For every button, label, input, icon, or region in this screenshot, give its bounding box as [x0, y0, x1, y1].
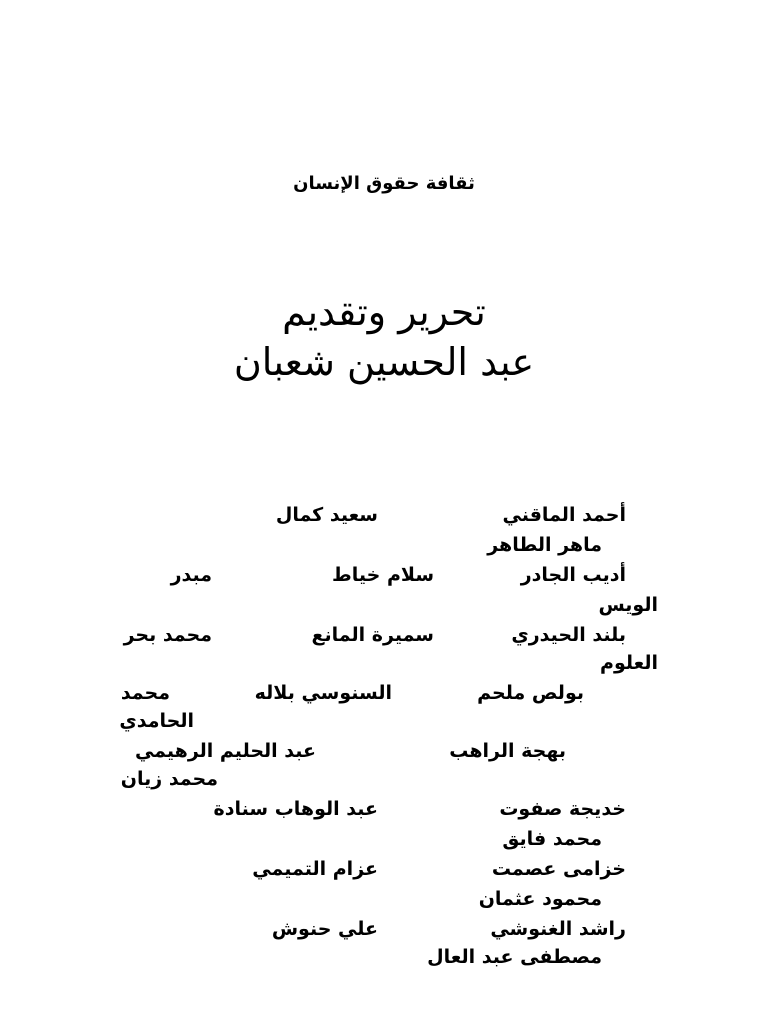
- contributor-name: الويس: [598, 594, 658, 616]
- contributor-name: عبد الحليم الرهيمي: [134, 740, 316, 762]
- contributor-name: سلام خياط: [332, 564, 434, 586]
- contributor-name: محمد فايق: [502, 828, 602, 850]
- contributor-name: راشد الغنوشي: [490, 918, 626, 940]
- editor-role: تحرير وتقديم: [282, 290, 486, 334]
- contributor-name: بهجة الراهب: [449, 740, 566, 762]
- contributor-name: علي حنوش: [271, 918, 378, 940]
- contributor-name: سعيد كمال: [275, 504, 378, 526]
- contributor-name: سميرة المانع: [311, 624, 434, 646]
- contributor-name: محمد: [120, 682, 170, 704]
- contributor-name: محمد بحر: [123, 624, 212, 646]
- book-title: ثقافة حقوق الإنسان: [293, 173, 475, 194]
- editor-name: عبد الحسين شعبان: [233, 340, 535, 384]
- contributor-name: عبد الوهاب سنادة: [213, 798, 378, 820]
- contributor-name: خديجة صفوت: [499, 798, 626, 820]
- contributor-name: مصطفى عبد العال: [427, 946, 602, 968]
- contributor-name: أحمد الماقني: [502, 504, 626, 526]
- contributor-name: ماهر الطاهر: [487, 534, 602, 556]
- contributor-name: خزامى عصمت: [491, 858, 626, 880]
- contributor-name: عزام التميمي: [252, 858, 378, 880]
- contributor-name: الحامدي: [119, 710, 194, 732]
- contributor-name: العلوم: [600, 652, 658, 674]
- contributor-name: محمود عثمان: [478, 888, 602, 910]
- contributor-name: أديب الجادر: [520, 564, 626, 586]
- contributor-name: السنوسي بلاله: [254, 682, 392, 704]
- contributor-name: مبدر: [170, 564, 212, 586]
- contributor-name: بلند الحيدري: [511, 624, 626, 646]
- contributor-name: بولص ملحم: [477, 682, 584, 704]
- contributor-name: محمد زيان: [120, 768, 218, 790]
